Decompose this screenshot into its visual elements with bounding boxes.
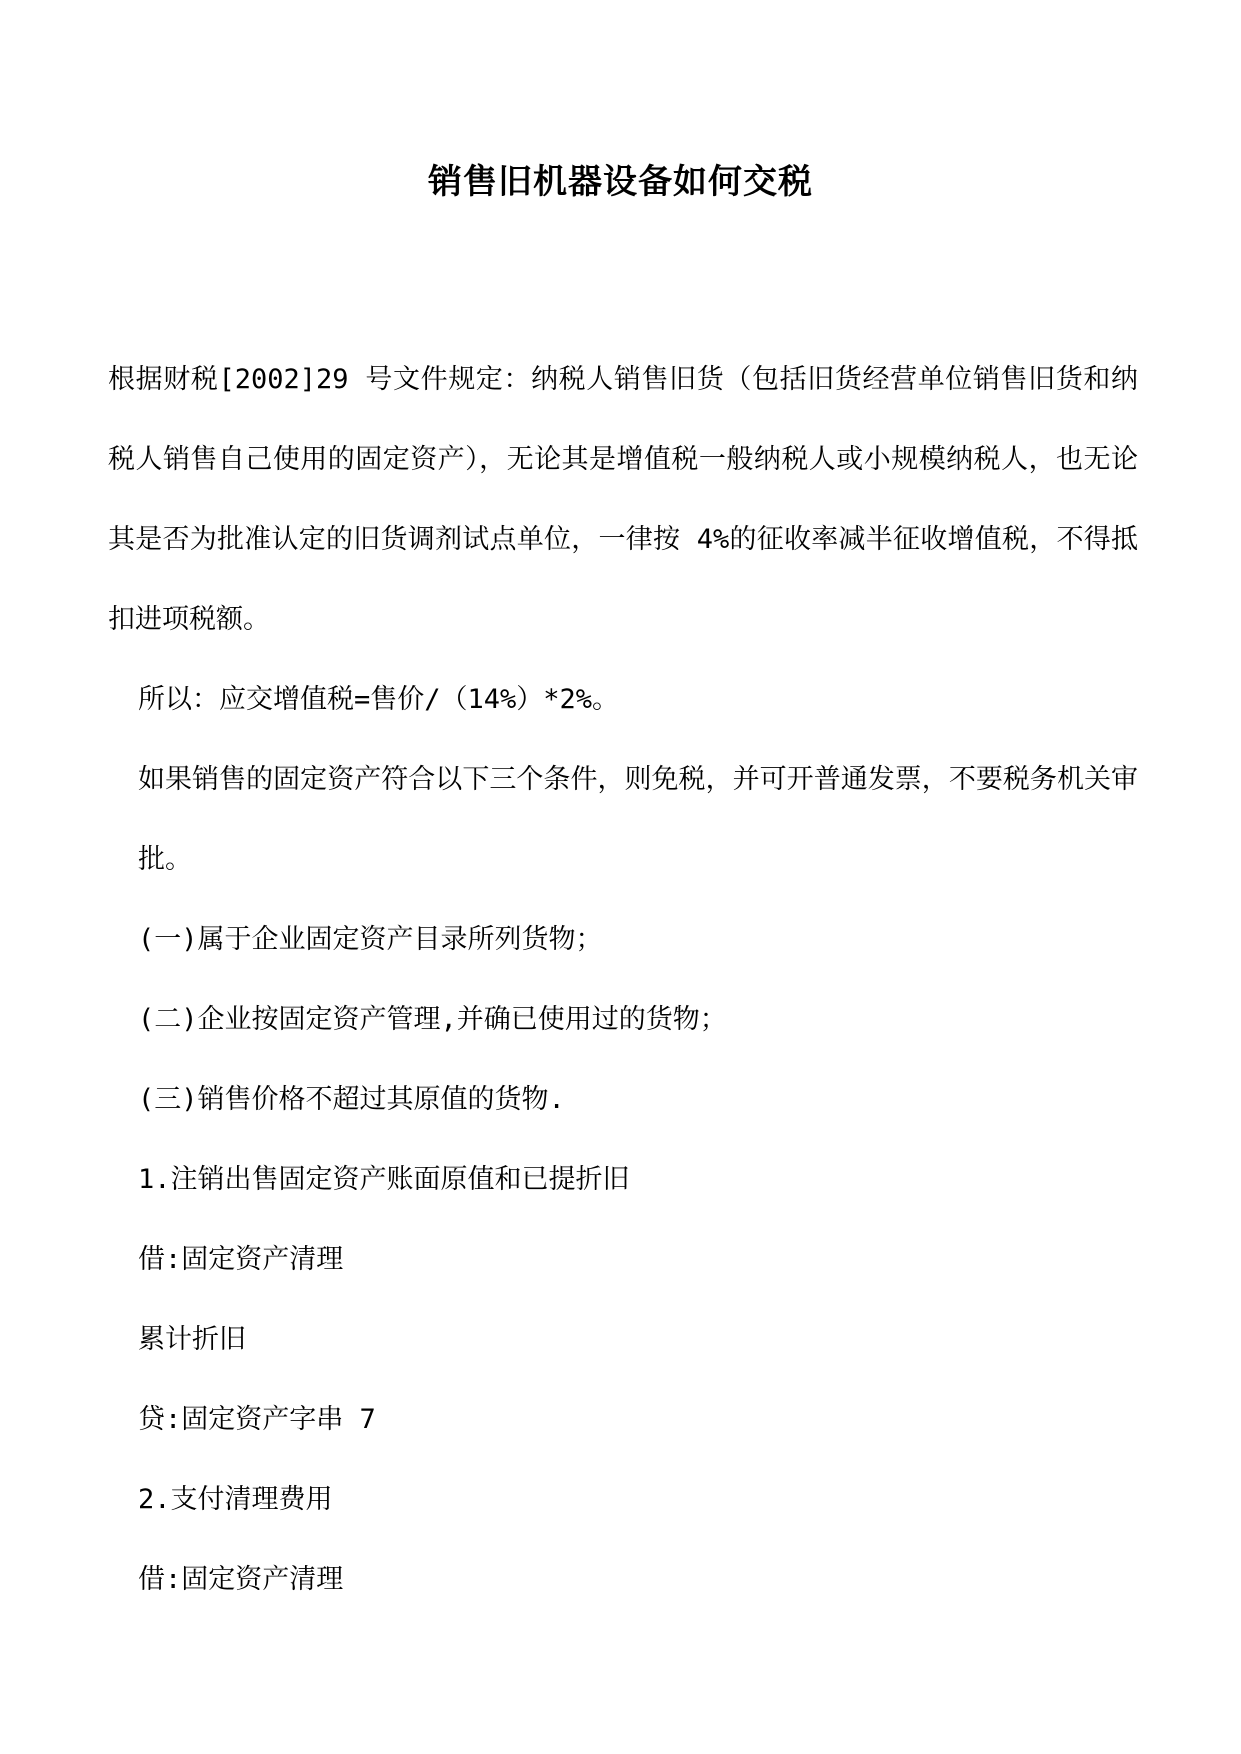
journal-line-credit: 贷:固定资产字串 7 — [138, 1404, 376, 1435]
step-1-heading: 1.注销出售固定资产账面原值和已提折旧 — [138, 1164, 630, 1195]
condition-item-2: (二)企业按固定资产管理,并确已使用过的货物； — [138, 1004, 727, 1035]
condition-item-1: (一)属于企业固定资产目录所列货物； — [138, 924, 603, 955]
journal-line-debit-2: 借:固定资产清理 — [138, 1564, 344, 1595]
paragraph-formula: 所以：应交增值税=售价/（14%）*2%。 — [138, 684, 620, 715]
document-body — [108, 340, 1138, 1620]
paragraph-regulation: 根据财税[2002]29 号文件规定：纳税人销售旧货（包括旧货经营单位销售旧货和纳税人销售自己使用的固定资产），无论其是增值税一般纳税人或小规模纳税人，也无论其是否为批准认定的旧货调剂试点单位，一律按 4%的征收率减半征收增值税，不得抵扣进项税额。 — [108, 364, 1138, 635]
step-2-heading: 2.支付清理费用 — [138, 1484, 333, 1515]
journal-line-debit: 借:固定资产清理 — [138, 1244, 344, 1275]
condition-item-3: (三)销售价格不超过其原值的货物. — [138, 1084, 565, 1115]
journal-line-accumulated-depreciation: 累计折旧 — [138, 1324, 246, 1355]
document-title: 销售旧机器设备如何交税 — [428, 162, 813, 202]
paragraph-exemption-conditions: 如果销售的固定资产符合以下三个条件，则免税，并可开普通发票，不要税务机关审批。 — [138, 764, 1138, 875]
